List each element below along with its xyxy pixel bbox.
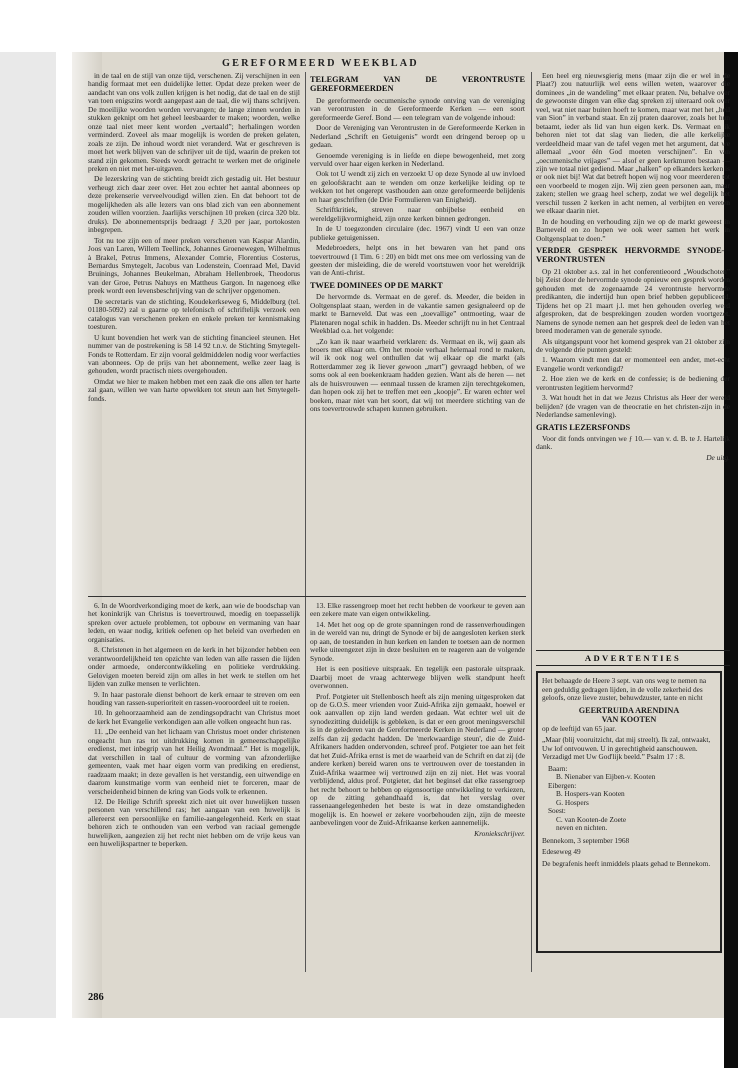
obituary-relative: C. van Kooten-de Zoete xyxy=(556,814,627,824)
article-paragraph: Ook tot U wendt zij zich en verzoekt U op deze Synode al uw invloed en geloofskracht aan te wenden om onze kerkelijke leiding op te wekken tot het ongerept vasthouden aan onze gereformeerde belijdenis en haar geschriften (de Drie Formulieren van Enigheid). xyxy=(310,169,525,204)
article-paragraph: Prof. Potgieter uit Stellenbosch heeft als zijn mening uitgesproken dat op de G.O.S. meer vrienden voor Zuid-Afrika zijn gemaakt, hoewel er ook aanvallen op zijn land werden gedaan. Wat echter wel uit de synodezitting duidelijk is gebleken, is dat er een groot meningsverschil is in de gelederen van de Gereformeerde Kerken in Nederland — groter zelfs dan zij gedacht hadden. De 'merkwaardige steun', die de Zuid-Afrikaners hadden ondervonden, schreef prof. Potgieter toe aan het feit dat het Zuid-Afrika ernst is met de waarheid van de Schrift en dat zij (de andere kerken) bereid waren ons te vertrouwen over de toestanden in Zuid-Afrika waarmee wij vertrouwd zijn en zij niet. Het was vooral verblijdend, aldus prof. Potgieter, dat het beginsel dat elke rassengroep het recht behoort te hebben op eigensoortige ontwikkeling te verkiezen, op de zitting gehandhaafd is, dat het verslag over rassenaangelegenheden het beste is wat in deze omstandigheden mogelijk is. En hoewel er zekere voorbehouden zijn, zijn de meeste aanbevelingen voor de Zuid-Afrikaanse kerken aannemelijk. xyxy=(310,691,525,828)
article-paragraph: Een heel erg nieuwsgierig mens (maar zijn die er wel in de Plaat?) zou natuurlijk wel eens willen weten, waarover die dominees „in de wandeling” met elkaar praten. Nu, behalve over de gewoonste dingen van elke dag spreken zij uiteraard ook over veel, wat niet naar buiten hoeft te komen, maar wat met het „heil van Sion” in verband staat. En zij praten daarover, zoals het hun betaamt, ieder als lid van hun eigen kerk. Ds. Vermaat en ik behoren niet tot dat slag van lieden, die alle kerkelijke verdeeldheid maar van de tafel vegen met het argument, dat we allemaal „voor één God moeten verschijnen”. En van „oecumenische vrijages” — alsof er geen kerkmuren bestaan — zijn we totaal niet gediend. Maar „halken” op elkanders kerken is er ook niet bij! Wat dat betreft hopen wij nog voor meerderen tot een voorbeeld te mogen zijn. Wij zien geen personen aan, maar zaken; stellen we graag heel scherp, zodat we wel degelijk het verschil tussen 2 kerken in acht nemen, al verbijten en vereten we elkaar daarin niet. xyxy=(536,71,730,216)
article-paragraph: De lezerskring van de stichting breidt zich gestadig uit. Het bestuur verheugt zich daar zeer over. Het zou echter het aantal abonnees op deze prekenserie verveelvoudigd willen zien. En dat behoort tot de mogelijkheden als alle lezers van ons blad zich van een abonnement zouden willen voorzien. Jaarlijks verschijnen 10 preken (circa 320 blz. druks). De abonnementsprijs bedraagt ƒ 3,20 per jaar, portokosten inbegrepen. xyxy=(88,174,300,235)
article-paragraph: Voor dit fonds ontvingen we ƒ 10.— van v. d. B. te J. Hartelijk dank. xyxy=(536,433,730,452)
article-paragraph: Door de Vereniging van Verontrusten in de Gereformeerde Kerken in Nederland „Schrift en Getuigenis” wordt een dringend beroep op u gedaan. xyxy=(310,123,525,150)
obituary-quote: „Maar (blij vooruitzicht, dat mij streelt). Ik zal, ontwaakt, Uw lof ontvouwen. U in gerechtigheid aanschouwen. Verzadigd met Uw God'lijk beeld.” Psalm 17 : 8. xyxy=(542,735,711,761)
article-heading: TELEGRAM VAN DE VERONTRUSTE GEREFORMEERDEN xyxy=(310,75,525,94)
obituary-relative: B. Hospers-van Kooten xyxy=(556,789,625,798)
article-paragraph: U kunt bovendien het werk van de stichting financieel steunen. Het nummer van de postrekening is 58 14 92 t.n.v. de Stichting Smytegelt-Fonds te Rotterdam. Er zijn vooral geldmiddelen nodig voor werfacties van abonnees. Op de prijs van het abonnement, welke zeer laag is gehouden, wordt practisch niets overgehouden. xyxy=(88,332,300,376)
article-heading: VERDER GESPREK HERVORMDE SYNODE—VERONTRUSTEN xyxy=(536,246,730,265)
obituary-name xyxy=(542,706,716,725)
article-signature: De uitg. xyxy=(706,452,730,462)
article-column-telegram xyxy=(310,72,525,416)
article-paragraph: Omdat we hier te maken hebben met een zaak die ons allen ter harte zal gaan, willen we van harte opwekken tot steun aan het Smytegelt-fonds. xyxy=(88,376,300,403)
article-paragraph: 2. Hoe zien we de kerk en de confessie; is de bediening der verontrusten legitiem hervormd? xyxy=(536,374,730,392)
article-paragraph: 6. In de Woordverkondiging moet de kerk, aan wie de boodschap van het koninkrijk van Christus is toevertrouwd, moedig en toepasselijk spreken over actuele problemen, tot opbouw en vermaning van haar leden, en waar nodig, kritiek oefenen op het beleid van overheden en organisaties. xyxy=(88,601,300,644)
obituary-place-date: Bennekom, 3 september 1968 xyxy=(542,835,630,845)
article-column-smytegelt xyxy=(88,72,300,405)
article-paragraph: 12. De Heilige Schrift spreekt zich niet uit over huwelijken tussen personen van verschillend ras; het aangaan van een huwelijk is allereerst een persoonlijke en familie-aangelegenheid. Kerk en staat behoren zich te onthouden van een verbod van raciaal gemengde huwelijken, aangezien zij het recht niet hebben om de vrije keus van een huwelijkspartner te beperken. xyxy=(88,796,300,849)
scan-border-bottom xyxy=(0,1018,738,1068)
article-paragraph: Het is een positieve uitspraak. En tegelijk een pastorale uitspraak. Daarbij moet de vraag achterwege blijven welk standpunt heeft overwonnen. xyxy=(310,664,525,691)
article-paragraph: De hervormde ds. Vermaat en de geref. ds. Meeder, die beiden in Ooltgensplaat staan, werden in de vakantie samen gesignaleerd op de markt te Barneveld. Dat was een „toevallige” ontmoeting, waar de Platenaren nogal schik in hadden. Ds. Meeder schrijft nu in het Centraal Weekblad o.a. het volgende: xyxy=(310,292,525,336)
obituary-age: op de leeftijd van 65 jaar. xyxy=(542,723,617,733)
column-rule-left xyxy=(305,72,306,972)
obituary-relative: G. Hospers xyxy=(556,797,589,807)
article-paragraph: 11. „De eenheid van het lichaam van Christus moet onder christenen ongeacht hun ras tot uitdrukking komen in gemeenschappelijke eredienst, met inbegrip van het Heilig Avondmaal.” Het is mogelijk, dat verschillen in taal of cultuur de vorming van afzonderlijke gemeenten, vaak met haar eigen vorm van prediking en eredienst, raadzaam maakt; in deze gevallen is het verstandig, een uitwendige en daarom kunstmatige vorm van eenheid niet te forceren, maar de verscheidenheid binnen de kring van Gods volk te erkennen. xyxy=(88,727,300,796)
article-paragraph: 14. Met het oog op de grote spanningen rond de rassenverhoudingen in de wereld van nu, dringt de Synode er bij de aangesloten kerken sterk op aan, de toestanden in hun kerken en landen te toetsen aan de normen welke uiteengezet zijn in deze besluiten en te reageren aan de volgende Synode. xyxy=(310,619,525,663)
column-rule-right xyxy=(531,72,532,972)
obituary-place: Baarn: xyxy=(548,763,568,773)
obituary-relative: B. Nienaber van Eijben-v. Kooten xyxy=(556,772,656,781)
article-heading: TWEE DOMINEES OP DE MARKT xyxy=(310,280,443,290)
article-paragraph: In de houding en verhouding zijn we op de markt geweest in Barneveld en zo hopen we ook weer samen het werk in Ooltgensplaat te doen.” xyxy=(536,216,730,243)
article-paragraph: In de U toegezonden circulaire (dec. 1967) vindt U een van onze publieke getuigenissen. xyxy=(310,224,525,242)
obituary-burial: De begrafenis heeft inmiddels plaats gehad te Bennekom. xyxy=(542,858,711,868)
article-paragraph: Tot nu toe zijn een of meer preken verschenen van Kaspar Alardin, Joos van Laren, Willem Teellinck, Johannes Groenewegen, Wilhelmus à Brakel, Petrus Immens, Alexander Comrie, Florentius Costerus, Bernardus Smytegelt, Jacobus van Lodenstein, Coenraad Mel, David Bruinings, Johannes Beukelman, Abraham Hellenbroek, Theodorus van der Groe, Petrus Nahuys en Mattheus Gargon. In nagenoeg elke preek wordt een levensbeschrijving van de schrijver opgenomen. xyxy=(88,235,300,296)
article-paragraph: 9. In haar pastorale dienst behoort de kerk ernaar te streven om een houding van rassen-superioriteit en rassen-vooroordeel uit te roeien. xyxy=(88,689,300,707)
obituary-address: Edeseweg 49 xyxy=(542,847,581,856)
article-paragraph: De gereformeerde oecumenische synode ontving van de vereniging van verontrusten in de Gereformeerde Kerken — een soort gereformeerde Geref. Bond — een telegram van de volgende inhoud: xyxy=(310,95,525,122)
article-paragraph: 1. Waarom vindt men dat er momenteel een ander, met-echt Evangelie wordt verkondigd? xyxy=(536,355,730,373)
obituary-intro: Het behaagde de Heere 3 sept. van ons weg te nemen na een geduldig gedragen lijden, in de volle zekerheid des geloofs, onze lieve zuster, behuwdzuster, tante en nicht xyxy=(542,676,707,702)
running-head: GEREFORMEERD WEEKBLAD xyxy=(222,58,419,69)
article-paragraph: 13. Elke rassengroep moet het recht hebben de voorkeur te geven aan een zekere mate van eigen ontwikkeling. xyxy=(310,601,525,619)
article-heading: GRATIS LEZERSFONDS xyxy=(536,422,631,432)
section-rule xyxy=(88,596,526,597)
article-paragraph: 3. Wat houdt het in dat we Jezus Christus als Heer der wereld belijden? (de vragen van de theocratie en het christen-zijn in de Nederlandse samenleving). xyxy=(536,393,730,420)
article-paragraph: „Zo kan ik naar waarheid verklaren: ds. Vermaat en ik, wij gaan als broers met elkaar om. Om het mooie verhaal helemaal rond te maken, wil ik ook nog wel onthullen dat wij elkaar op die markt (als Rotterdammer zeg ik liever gewoon „mart”) gevraagd hebben, of we soms ook al een boekenkraam hadden gezien. Want als de heren — net als de huisvrouwen — eenmaal tussen de kramen zijn terechtgekomen, dan hopen ook zij het te treffen met een „koopje”. Er waren echter wel boeken, maar niet van het soort, dat wij tot meerdere stichting van de ons toevertrouwde schapen kunnen gebruiken. xyxy=(310,336,525,414)
obituary-advertisement xyxy=(536,671,722,953)
article-column-synod-continued xyxy=(310,602,525,840)
article-paragraph: 10. In gehoorzaamheid aan de zendingsopdracht van Christus moet de kerk het Evangelie verkondigen aan alle volken ongeacht hun ras. xyxy=(88,708,300,726)
scan-border-top xyxy=(0,0,738,52)
scan-border-left xyxy=(0,52,56,1068)
article-paragraph: De secretaris van de stichting, Koudekerkseweg 6, Middelburg (tel. 01180-5092) zal u gaarne op telefonisch of schriftelijk verzoek een catalogus van verschenen preken en enkele preken ter kennismaking toesturen. xyxy=(88,296,300,332)
article-paragraph: Op 21 oktober a.s. zal in het conferentieoord „Woudschoten” bij Zeist door de hervormde synode opnieuw een gesprek worden gehouden met de zogenaamde 24 verontruste hervormde predikanten, die indertijd hun open brief hebben gepubliceerd. Tijdens het op 21 maart j.l. met hen gehouden overleg werd afgesproken, dat de besprekingen zouden worden voortgezet. Namens de synode nemen aan het gesprek deel de leden van het breed moderamen van de generale synode. xyxy=(536,266,730,336)
page-number: 286 xyxy=(88,992,104,1003)
article-paragraph: Schriftkritiek, streven naar onbijbelse eenheid en wereldgelijkvormigheid, zijn onze kerken binnen gedrongen. xyxy=(310,205,525,223)
article-column-synod-decisions xyxy=(88,602,300,851)
obituary-place: Soest: xyxy=(548,806,566,815)
article-paragraph: Medebroeders, helpt ons in het bewaren van het pand ons toevertrouwd (1 Tim. 6 : 20) en bidt met ons mee om verlossing van de geesten der misleiding, die de wereld voortstuwen voor het wereldrijk van de Anti-christ. xyxy=(310,243,525,278)
article-signature: Kroniekschrijver. xyxy=(474,828,525,838)
obituary-relative: neven en nichten. xyxy=(556,823,608,832)
article-paragraph: Genoemde vereniging is in liefde en diepe bewogenheid, met zorg vervuld over haar eigen kerken in Nederland. xyxy=(310,150,525,168)
obituary-place: Eibergen: xyxy=(548,780,577,790)
article-paragraph: 8. Christenen in het algemeen en de kerk in het bijzonder hebben een verantwoordelijkheid ten opzichte van leden van alle rassen die lijden onder armoede, ondercontwikkeling en politieke verdrukking. Gelovigen moeten bereid zijn om alles in het werk te stellen om het lijden van zulke mensen te verlichten. xyxy=(88,645,300,689)
advertisements-heading: ADVERTENTIES xyxy=(536,650,730,666)
article-paragraph: Als uitgangspunt voor het komend gesprek van 21 oktober zijn de volgende drie punten gesteld: xyxy=(536,336,730,354)
article-paragraph: in de taal en de stijl van onze tijd, verschenen. Zij verschijnen in een handig formaat met een duidelijke letter. Opdat deze preken weer de aandacht van ons volk zullen krijgen is het nodig, dat de taal en de stijl van toen enigszins wordt aangepast aan de taal, die wij thans schrijven. De moeilijke woorden worden vervangen; de lange zinnen worden in stukken geknipt om het geheel leesbaarder te maken; woorden, welke onze taal niet meer kent worden „vertaald”; herhalingen worden verminderd. Zoveel als maar mogelijk is worden de preken gelaten, zoals ze zijn. De inhoud wordt niet veranderd. Wat er geschreven is moet het werk blijven van de schrijver uit de tijd, waarin de preken tot stand zijn gekomen. Steeds wordt getracht te werken met de originele preken en niet met her-uitgaven. xyxy=(88,71,300,173)
obituary-name-line: VAN KOOTEN xyxy=(601,715,657,724)
obituary-name-line: GEERTRUIDA ARENDINA xyxy=(578,705,680,715)
article-column-right xyxy=(536,72,730,464)
